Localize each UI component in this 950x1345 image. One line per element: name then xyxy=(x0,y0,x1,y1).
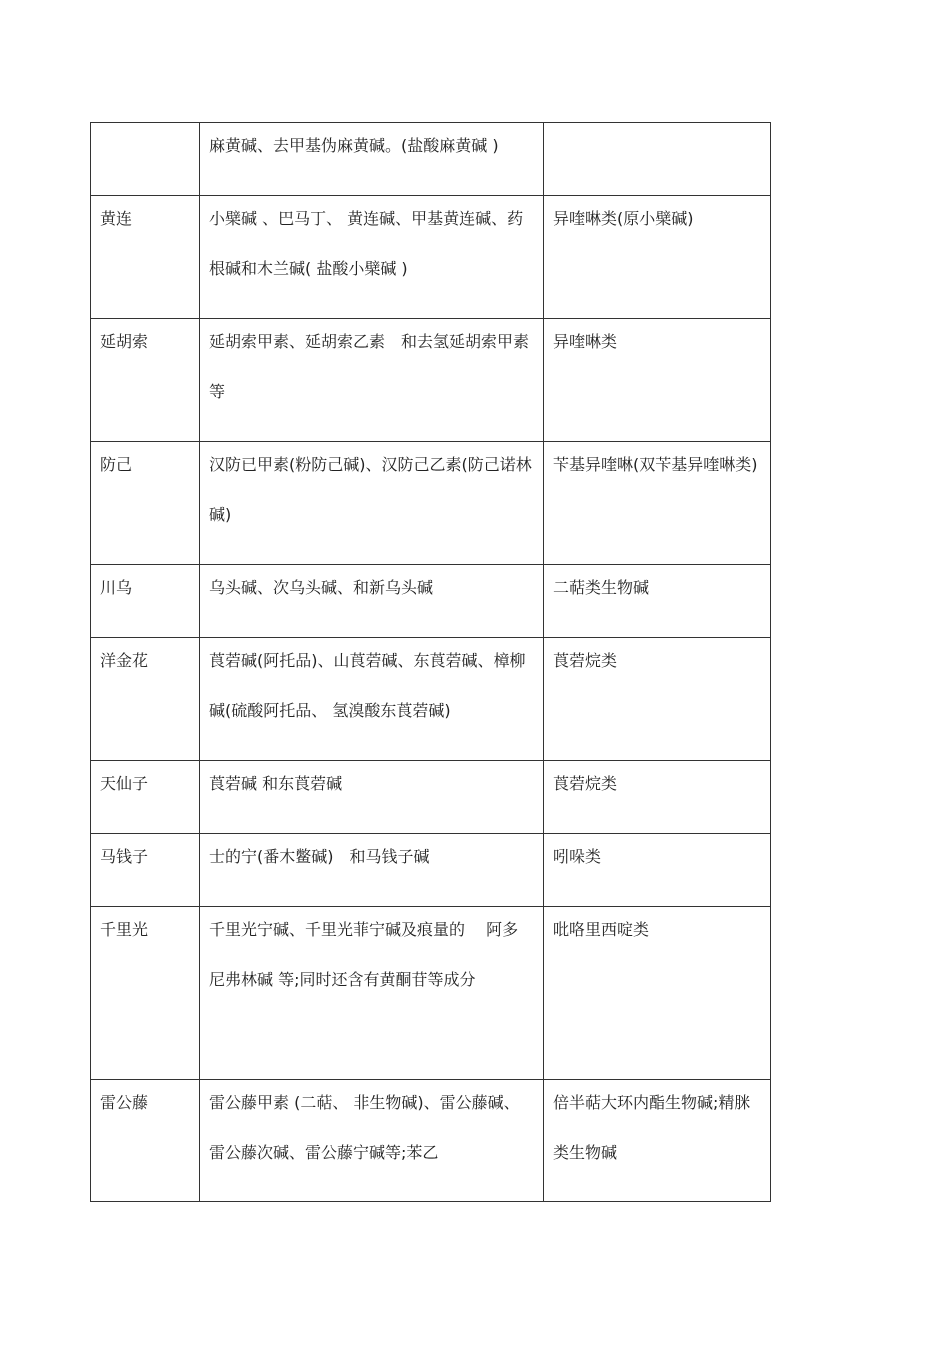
table-row xyxy=(91,319,771,442)
alkaloids-cell xyxy=(200,319,544,442)
herb-cell xyxy=(91,196,200,319)
alkaloids-cell xyxy=(200,123,544,196)
table-row xyxy=(91,834,771,907)
alkaloids-text: 千里光宁碱、千里光菲宁碱及痕量的 阿多尼弗林碱 等;同时还含有黄酮苷等成分 xyxy=(209,920,519,989)
type-text: 吡咯里西啶类 xyxy=(553,920,650,939)
alkaloids-text: 雷公藤甲素 (二萜、 非生物碱)、雷公藤碱、雷公藤次碱、雷公藤宁碱等;苯乙 xyxy=(209,1093,520,1162)
type-cell xyxy=(544,1080,771,1202)
alkaloids-cell xyxy=(200,1080,544,1202)
herb-cell xyxy=(91,834,200,907)
herb-cell xyxy=(91,1080,200,1202)
type-cell xyxy=(544,442,771,565)
herb-name: 延胡索 xyxy=(100,332,149,351)
table-row xyxy=(91,565,771,638)
alkaloids-cell xyxy=(200,638,544,761)
alkaloids-text: 麻黄碱、去甲基伪麻黄碱。(盐酸麻黄碱 ) xyxy=(209,136,499,155)
herb-cell xyxy=(91,442,200,565)
herb-name: 黄连 xyxy=(100,209,133,228)
table-body xyxy=(91,123,771,1202)
alkaloids-text: 乌头碱、次乌头碱、和新乌头碱 xyxy=(209,578,434,597)
herb-name: 川乌 xyxy=(100,578,133,597)
herb-name: 雷公藤 xyxy=(100,1093,149,1112)
type-text: 莨菪烷类 xyxy=(553,774,618,793)
type-cell xyxy=(544,834,771,907)
table-row xyxy=(91,907,771,1080)
herb-name: 千里光 xyxy=(100,920,149,939)
type-cell xyxy=(544,123,771,196)
alkaloids-cell xyxy=(200,834,544,907)
type-cell xyxy=(544,907,771,1080)
alkaloids-text: 莨菪碱 和东莨菪碱 xyxy=(209,774,343,793)
herb-cell xyxy=(91,565,200,638)
alkaloids-cell xyxy=(200,196,544,319)
herb-cell xyxy=(91,123,200,196)
herb-cell xyxy=(91,319,200,442)
type-cell xyxy=(544,319,771,442)
herb-name: 天仙子 xyxy=(100,774,149,793)
table-row xyxy=(91,1080,771,1202)
alkaloids-text: 延胡索甲素、延胡索乙素 和去氢延胡索甲素等 xyxy=(209,332,530,401)
table-row xyxy=(91,123,771,196)
table-row xyxy=(91,196,771,319)
type-cell xyxy=(544,196,771,319)
alkaloids-cell xyxy=(200,761,544,834)
type-text: 苄基异喹啉(双苄基异喹啉类) xyxy=(553,455,758,474)
alkaloids-cell xyxy=(200,907,544,1080)
alkaloids-cell xyxy=(200,442,544,565)
type-text: 异喹啉类 xyxy=(553,332,618,351)
herb-cell xyxy=(91,907,200,1080)
type-text: 二萜类生物碱 xyxy=(553,578,650,597)
type-text: 莨菪烷类 xyxy=(553,651,618,670)
alkaloids-text: 士的宁(番木鳖碱) 和马钱子碱 xyxy=(209,847,430,866)
alkaloids-text: 莨菪碱(阿托品)、山莨菪碱、东莨菪碱、樟柳碱(硫酸阿托品、 氢溴酸东莨菪碱) xyxy=(209,651,526,720)
type-text: 异喹啉类(原小檗碱) xyxy=(553,209,694,228)
type-cell xyxy=(544,638,771,761)
herb-cell xyxy=(91,638,200,761)
herb-cell xyxy=(91,761,200,834)
herb-name: 马钱子 xyxy=(100,847,149,866)
type-text: 倍半萜大环内酯生物碱;精脒类生物碱 xyxy=(553,1093,751,1162)
type-cell xyxy=(544,565,771,638)
alkaloid-table xyxy=(90,122,771,1202)
table-row xyxy=(91,442,771,565)
table-row xyxy=(91,761,771,834)
herb-name: 洋金花 xyxy=(100,651,149,670)
alkaloids-text: 小檗碱 、巴马丁、 黄连碱、甲基黄连碱、药根碱和木兰碱( 盐酸小檗碱 ) xyxy=(209,209,524,278)
alkaloids-cell xyxy=(200,565,544,638)
alkaloids-text: 汉防已甲素(粉防己碱)、汉防己乙素(防己诺林碱) xyxy=(209,455,532,524)
type-text: 吲哚类 xyxy=(553,847,602,866)
herb-name: 防己 xyxy=(100,455,133,474)
table-row xyxy=(91,638,771,761)
type-cell xyxy=(544,761,771,834)
